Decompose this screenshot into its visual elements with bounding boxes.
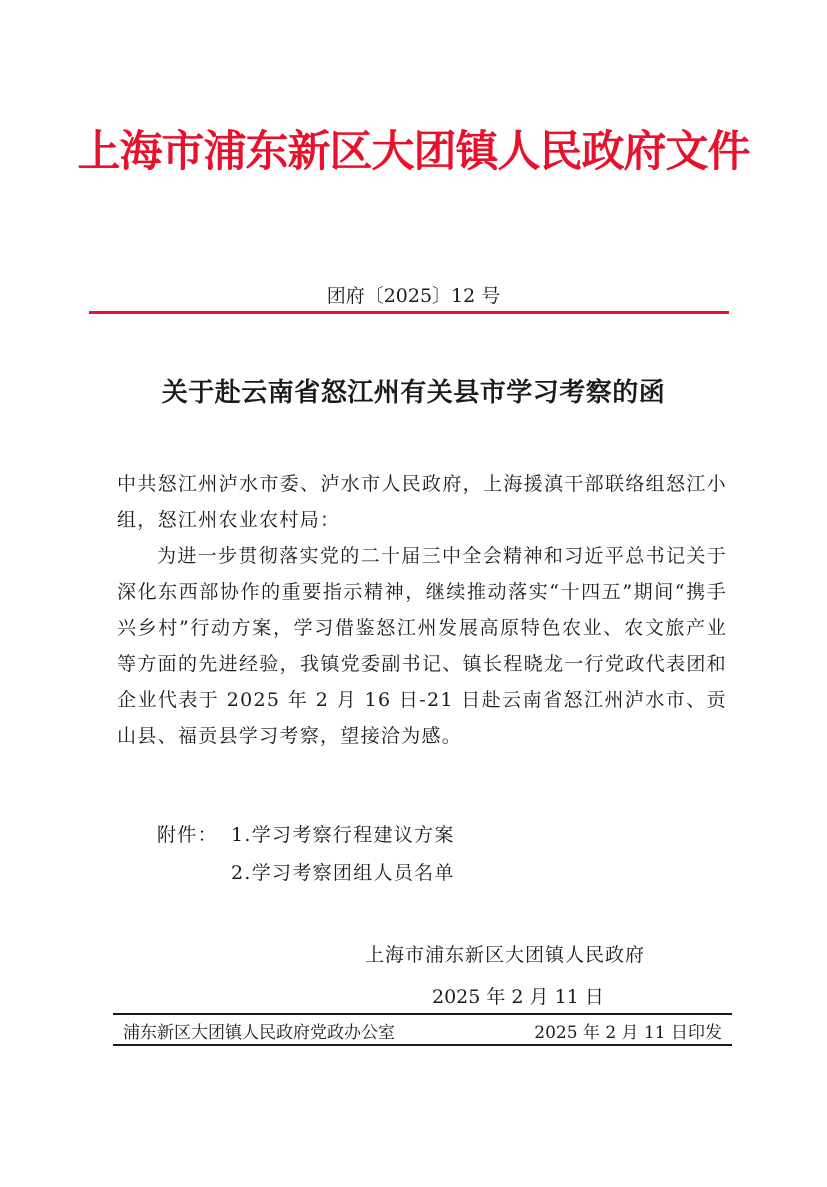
footer-top-rule bbox=[113, 1013, 732, 1015]
document-header-title: 上海市浦东新区大团镇人民政府文件 bbox=[77, 127, 750, 177]
signature-date: 2025 年 2 月 11 日 bbox=[432, 986, 604, 1008]
document-number: 团府〔2025〕12 号 bbox=[326, 285, 501, 307]
footer-issue-date: 2025 年 2 月 11 日印发 bbox=[534, 1023, 722, 1043]
attachment-item: 2.学习考察团组人员名单 bbox=[231, 862, 455, 884]
attachment-item: 1.学习考察行程建议方案 bbox=[231, 824, 455, 846]
addressee: 中共怒江州泸水市委、泸水市人民政府，上海援滇干部联络组怒江小组，怒江州农业农村局： bbox=[117, 473, 727, 531]
attachment-label: 附件： bbox=[157, 824, 218, 846]
signature-organization: 上海市浦东新区大团镇人民政府 bbox=[365, 944, 646, 966]
body-paragraph: 为进一步贯彻落实党的二十届三中全会精神和习近平总书记关于深化东西部协作的重要指示精神，继续推动落实“十四五”期间“携手兴乡村”行动方案，学习借鉴怒江州发展高原特色农业、农文旅产业等方面的先进经验，我镇党委副书记、镇长程晓龙一行党政代表团和企业代表于 2025 年 2 月 16 日-21 日赴云南省怒江州泸水市、贡山县、福贡县学习考察，望接洽为感。 bbox=[117, 545, 727, 747]
footer-issuer: 浦东新区大团镇人民政府党政办公室 bbox=[123, 1023, 395, 1043]
footer-bottom-rule bbox=[113, 1044, 732, 1046]
document-subject: 关于赴云南省怒江州有关县市学习考察的函 bbox=[161, 378, 666, 408]
red-separator-line bbox=[89, 311, 729, 314]
